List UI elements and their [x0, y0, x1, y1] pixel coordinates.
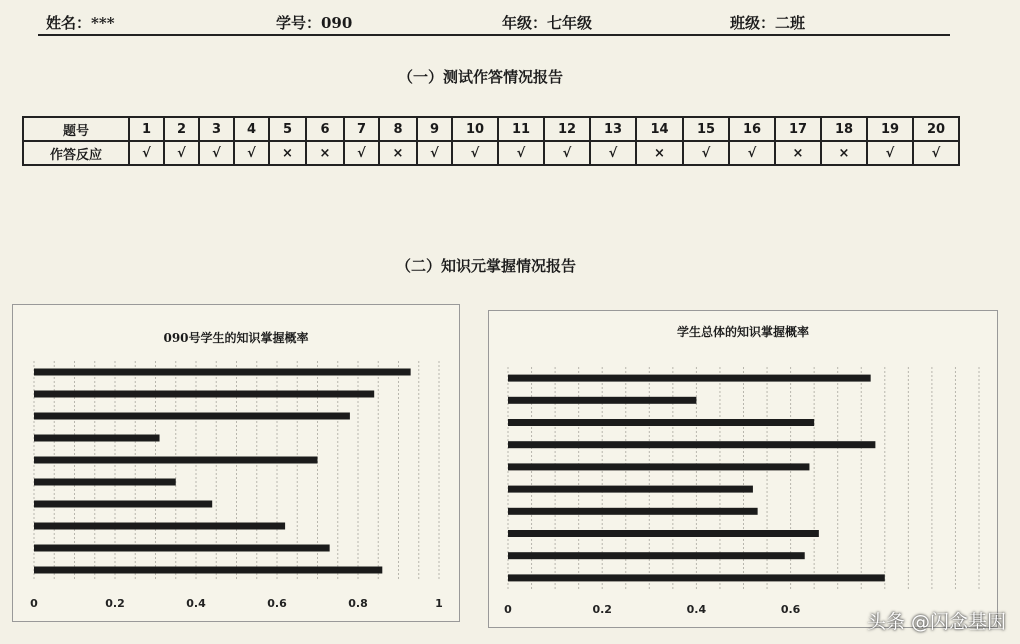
correct-mark: √	[417, 141, 452, 165]
student-chart-panel	[12, 304, 460, 622]
question-number-cell: 2	[164, 117, 199, 141]
student-info-header	[38, 8, 950, 36]
question-number-cell: 11	[498, 117, 544, 141]
correct-mark: √	[452, 141, 498, 165]
section2-title: （二）知识元掌握情况报告	[396, 257, 577, 275]
question-number-cell: 7	[344, 117, 379, 141]
section1-title: （一）测试作答情况报告	[398, 68, 564, 86]
x-tick-label: 0.4	[186, 597, 206, 610]
student-class: 班级：二班	[730, 14, 806, 32]
question-number-cell: 20	[913, 117, 959, 141]
bar	[34, 457, 318, 464]
bar	[34, 391, 374, 398]
x-tick-label: 0	[30, 597, 38, 610]
correct-mark: √	[129, 141, 164, 165]
student-chart-title: 090号学生的知识掌握概率	[163, 331, 309, 345]
correct-mark: √	[683, 141, 729, 165]
correct-mark: √	[164, 141, 199, 165]
x-tick-label: 0.8	[348, 597, 368, 610]
overall-chart-title: 学生总体的知识掌握概率	[676, 325, 809, 339]
question-number-cell: 6	[306, 117, 344, 141]
x-tick-label: 1	[435, 597, 443, 610]
student-name: 姓名：***	[46, 14, 115, 32]
student-knowledge-chart	[13, 305, 459, 621]
bar	[508, 419, 814, 426]
question-number-cell: 16	[729, 117, 775, 141]
question-number-label: 题号	[23, 117, 129, 141]
bar	[34, 435, 160, 442]
bar	[508, 574, 885, 581]
bar	[34, 413, 350, 420]
bar	[34, 545, 330, 552]
question-number-cell: 19	[867, 117, 913, 141]
x-tick-label: 0	[504, 603, 512, 616]
x-tick-label: 0.2	[105, 597, 125, 610]
bar	[34, 501, 212, 508]
wrong-mark: ×	[775, 141, 821, 165]
bar	[508, 508, 758, 515]
student-grade: 年级：七年级	[502, 14, 593, 32]
question-number-cell: 15	[683, 117, 729, 141]
bar	[508, 486, 753, 493]
question-number-cell: 3	[199, 117, 234, 141]
question-number-cell: 8	[379, 117, 417, 141]
bar	[508, 552, 805, 559]
correct-mark: √	[344, 141, 379, 165]
response-label: 作答反应	[23, 141, 129, 165]
correct-mark: √	[234, 141, 269, 165]
bar	[34, 479, 176, 486]
wrong-mark: ×	[821, 141, 867, 165]
question-number-cell: 10	[452, 117, 498, 141]
correct-mark: √	[590, 141, 636, 165]
bar	[34, 523, 285, 530]
overall-chart-panel	[488, 310, 998, 628]
wrong-mark: ×	[269, 141, 306, 165]
correct-mark: √	[729, 141, 775, 165]
question-number-cell: 4	[234, 117, 269, 141]
correct-mark: √	[544, 141, 590, 165]
x-tick-label: 0.6	[267, 597, 287, 610]
response-row	[23, 141, 959, 165]
question-number-cell: 5	[269, 117, 306, 141]
x-tick-label: 0.4	[686, 603, 707, 616]
question-number-cell: 1	[129, 117, 164, 141]
overall-knowledge-chart	[489, 311, 997, 627]
x-tick-label: 0.6	[780, 603, 801, 616]
question-number-cell: 12	[544, 117, 590, 141]
wrong-mark: ×	[636, 141, 683, 165]
question-number-cell: 9	[417, 117, 452, 141]
question-number-cell: 18	[821, 117, 867, 141]
wrong-mark: ×	[379, 141, 417, 165]
bar	[34, 567, 382, 574]
question-number-cell: 17	[775, 117, 821, 141]
x-tick-label: 0.2	[592, 603, 612, 616]
answer-table	[22, 116, 960, 166]
watermark: 头条 @闪念基因	[866, 611, 1006, 633]
question-number-cell: 13	[590, 117, 636, 141]
bar	[508, 530, 819, 537]
student-id: 学号：090	[276, 14, 353, 32]
bar	[508, 463, 809, 470]
question-number-row	[23, 117, 959, 141]
correct-mark: √	[498, 141, 544, 165]
correct-mark: √	[867, 141, 913, 165]
bar	[508, 397, 696, 404]
correct-mark: √	[199, 141, 234, 165]
bar	[34, 369, 411, 376]
correct-mark: √	[913, 141, 959, 165]
question-number-cell: 14	[636, 117, 683, 141]
bar	[508, 441, 875, 448]
bar	[508, 375, 871, 382]
wrong-mark: ×	[306, 141, 344, 165]
